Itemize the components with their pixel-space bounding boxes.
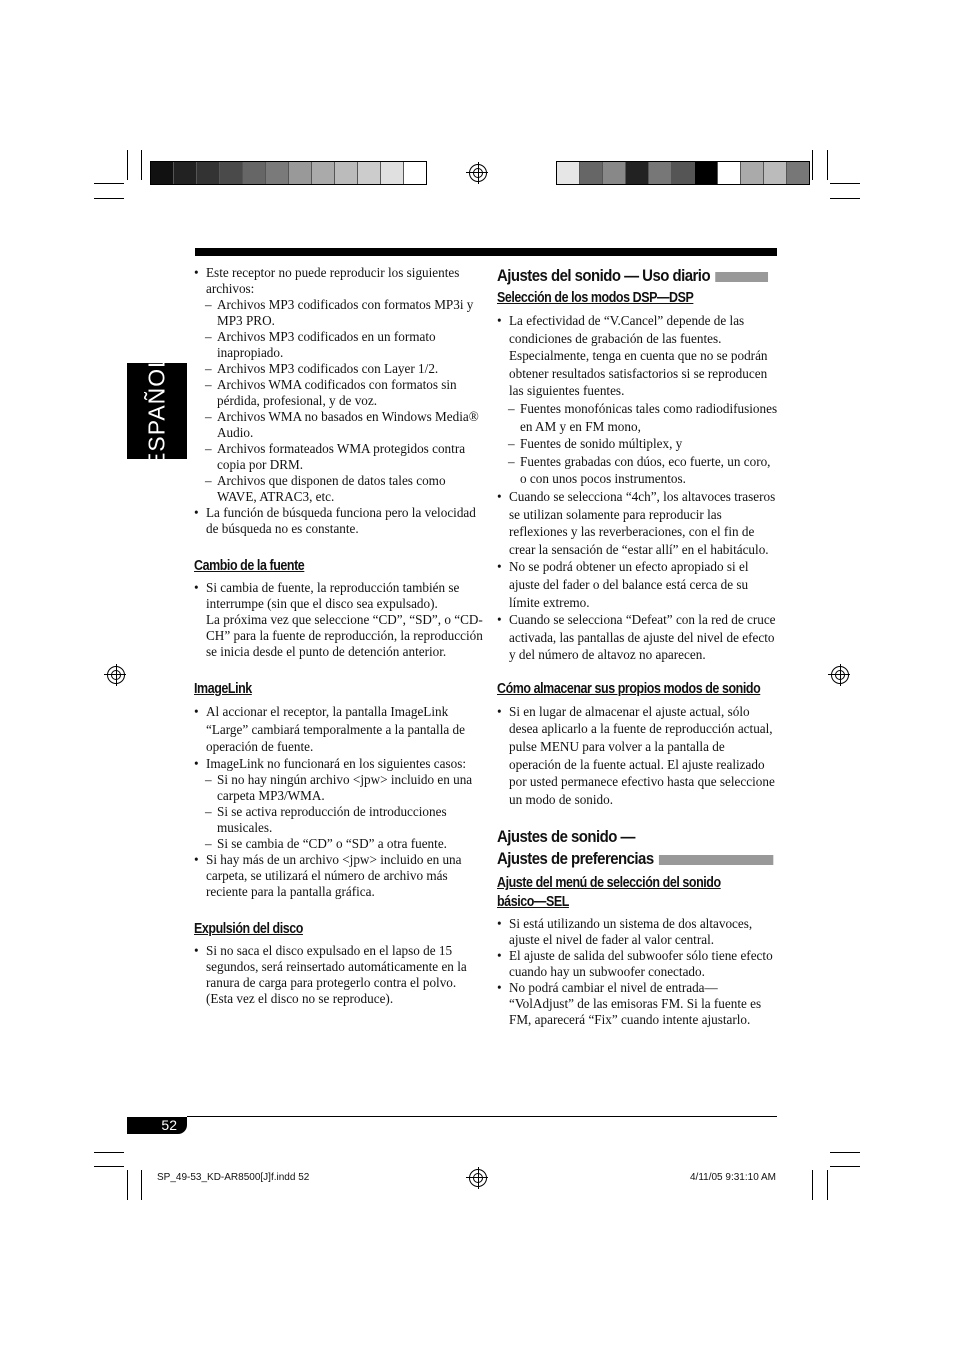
- crop-mark: [830, 198, 860, 199]
- crop-mark: [94, 1166, 124, 1167]
- heading-text: Ajustes del sonido — Uso diario: [497, 266, 711, 285]
- color-swatch: [649, 162, 672, 184]
- heading-bar: [659, 855, 773, 865]
- color-swatch: [289, 162, 312, 184]
- footer-date: 4/11/05 9:31:10 AM: [690, 1172, 776, 1183]
- color-swatch: [557, 162, 580, 184]
- intro-list: [194, 265, 484, 297]
- intro-dash-list: [194, 297, 484, 505]
- section-title-almacenar: Cómo almacenar sus propios modos de sonido: [497, 680, 761, 697]
- section-title-sel-1: Ajuste del menú de selección del sonido: [497, 875, 721, 892]
- crop-mark: [141, 150, 142, 180]
- crop-mark: [141, 1170, 142, 1200]
- list-item: • Cuando se selecciona “4ch”, los altavoces traseros se utilizan solamente para reproducir las reflexiones y las reverberaciones, con el fin de crear la sensación de “estar allí” en el habitáculo.: [497, 488, 779, 558]
- color-swatch: [764, 162, 787, 184]
- color-swatch: [312, 162, 335, 184]
- dash-list-item: – Si se cambia de “CD” o “SD” a otra fuente.: [194, 836, 484, 852]
- dash-list-item: – Fuentes de sonido múltiplex, y: [497, 435, 779, 453]
- list-item: • El ajuste de salida del subwoofer sólo tiene efecto cuando hay un subwoofer conectado.: [497, 948, 779, 980]
- expulsion-list: [194, 943, 484, 1007]
- crop-mark: [812, 150, 813, 180]
- color-swatch: [580, 162, 603, 184]
- dsp-list: [497, 312, 779, 400]
- registration-mark-icon: [831, 666, 849, 684]
- crop-mark: [827, 150, 828, 180]
- crop-mark: [94, 1152, 124, 1153]
- crop-mark: [830, 183, 860, 184]
- color-swatch: [787, 162, 809, 184]
- color-swatch: [741, 162, 764, 184]
- list-item: • La función de búsqueda funciona pero la velocidad de búsqueda no es constante.: [194, 505, 484, 537]
- crop-mark: [830, 1166, 860, 1167]
- color-swatch: [603, 162, 626, 184]
- color-swatch: [243, 162, 266, 184]
- color-swatch: [404, 162, 426, 184]
- color-swatch: [381, 162, 404, 184]
- list-item: • Si hay más de un archivo <jpw> incluido en una carpeta, se utilizará el número de archivo más reciente para la pantalla gráfica.: [194, 852, 484, 900]
- dsp-dash-list: [497, 400, 779, 488]
- imagelink-list: [194, 703, 484, 756]
- color-swatch: [695, 162, 718, 184]
- section-title-cambio: Cambio de la fuente: [194, 558, 305, 574]
- registration-mark-icon: [469, 164, 487, 182]
- list-item: • La efectividad de “V.Cancel” depende de las condiciones de grabación de las fuentes. Especialmente, tenga en cuenta que no se podrán obtener resultados satisfactorios si se reproducen las siguientes fuentes.: [497, 312, 779, 400]
- dash-list-item: – Fuentes monofónicas tales como radiodifusiones en AM y en FM mono,: [497, 400, 779, 435]
- registration-mark-line: [466, 1177, 488, 1178]
- crop-mark: [827, 1170, 828, 1200]
- color-swatch: [174, 162, 197, 184]
- dash-list-item: – Archivos WMA no basados en Windows Media® Audio.: [194, 409, 484, 441]
- color-swatch: [335, 162, 358, 184]
- list-item: • No se podrá obtener un efecto apropiado si el ajuste del fader o del balance está cerca de su límite extremo.: [497, 558, 779, 611]
- color-swatch: [358, 162, 381, 184]
- list-item: • Si cambia de fuente, la reproducción también se interrumpe (sin que el disco sea expulsado).: [194, 580, 484, 612]
- section-title-imagelink: ImageLink: [194, 681, 252, 697]
- cambio-list: [194, 580, 484, 660]
- color-bar-left: [150, 161, 427, 185]
- color-swatch: [266, 162, 289, 184]
- dash-list-item: – Archivos que disponen de datos tales como WAVE, ATRAC3, etc.: [194, 473, 484, 505]
- dash-list-item: – Archivos WMA codificados con formatos sin pérdida, profesional, y de voz.: [194, 377, 484, 409]
- crop-mark: [830, 1152, 860, 1153]
- imagelink-dash-list: [194, 772, 484, 852]
- list-item: • Si está utilizando un sistema de dos altavoces, ajuste el nivel de fader al valor central.: [497, 916, 779, 948]
- color-swatch: [197, 162, 220, 184]
- list-item: • ImageLink no funcionará en los siguientes casos:: [194, 756, 484, 772]
- sel-list: [497, 916, 779, 1028]
- language-tab: [127, 354, 187, 468]
- section-title-sel-2: básico—SEL: [497, 894, 569, 911]
- registration-mark-line: [104, 674, 126, 675]
- heading-ajustes-preferencias-1: Ajustes de sonido —: [497, 827, 635, 847]
- page-number: 52: [161, 1117, 177, 1133]
- crop-mark: [127, 150, 128, 180]
- registration-mark-icon: [107, 666, 125, 684]
- section-title-dsp: Selección de los modos DSP—DSP: [497, 290, 694, 306]
- dash-list-item: – Si se activa reproducción de introducciones musicales.: [194, 804, 484, 836]
- heading-bar: [715, 272, 768, 282]
- list-item: • Este receptor no puede reproducir los siguientes archivos:: [194, 265, 484, 297]
- dash-list-item: – Si no hay ningún archivo <jpw> incluido en una carpeta MP3/WMA.: [194, 772, 484, 804]
- heading-text: Ajustes de preferencias: [497, 849, 654, 869]
- footer-filename: SP_49-53_KD-AR8500[J]f.indd 52: [157, 1172, 310, 1183]
- dash-list-item: – Fuentes grabadas con dúos, eco fuerte, un coro, o con unos pocos instrumentos.: [497, 453, 779, 488]
- page-number-box: [127, 1117, 187, 1134]
- registration-mark-line: [828, 674, 850, 675]
- list-item: • Si no saca el disco expulsado en el lapso de 15 segundos, será reinsertado automáticamente en la ranura de carga para protegerlo contra el polvo. (Esta vez el disco no se reproduce).: [194, 943, 484, 1007]
- dash-list-item: – Archivos MP3 codificados con Layer 1/2.: [194, 361, 484, 377]
- almacenar-list: [497, 703, 779, 809]
- crop-mark: [94, 183, 124, 184]
- dsp-list-2: [497, 488, 779, 664]
- crop-mark: [127, 1170, 128, 1200]
- crop-mark: [94, 198, 124, 199]
- heading-ajustes-sonido: [497, 265, 745, 287]
- color-swatch: [220, 162, 243, 184]
- list-item-continuation: La próxima vez que seleccione “CD”, “SD”, o “CD-CH” para la fuente de reproducción, la reproducción se inicia desde el punto de detención anterior.: [206, 612, 483, 659]
- registration-mark-line: [466, 172, 488, 173]
- registration-mark-icon: [469, 1169, 487, 1187]
- left-column: [194, 265, 484, 1007]
- color-swatch: [672, 162, 695, 184]
- dash-list-item: – Archivos MP3 codificados en un formato inapropiado.: [194, 329, 484, 361]
- list-item: • Si en lugar de almacenar el ajuste actual, sólo desea aplicarlo a la fuente de reproducción actual, pulse MENU para volver a la pantalla de operación de la fuente actual. El ajuste realizado por usted permanece efectivo hasta que seleccione un modo de sonido.: [497, 703, 779, 809]
- color-swatch: [626, 162, 649, 184]
- dash-list-item: – Archivos formateados WMA protegidos contra copia por DRM.: [194, 441, 484, 473]
- color-swatch: [151, 162, 174, 184]
- dash-list-item: – Archivos MP3 codificados con formatos MP3i y MP3 PRO.: [194, 297, 484, 329]
- list-item: • Al accionar el receptor, la pantalla ImageLink “Large” cambiará temporalmente a la pantalla de operación de fuente.: [194, 703, 484, 756]
- language-tab-label: ESPAÑOL: [143, 354, 170, 468]
- footer-rule: [187, 1116, 777, 1117]
- list-item: • No podrá cambiar el nivel de entrada— “VolAdjust” de las emisoras FM. Si la fuente es FM, aparecerá “Fix” cuando intente ajustarlo.: [497, 980, 779, 1028]
- color-swatch: [718, 162, 741, 184]
- list-item: • Cuando se selecciona “Defeat” con la red de cruce activada, las pantallas de ajuste del nivel de efecto y del número de altavoz no aparecen.: [497, 611, 779, 664]
- imagelink-list-2: [194, 756, 484, 772]
- section-title-expulsion: Expulsión del disco: [194, 920, 303, 937]
- right-column: [497, 265, 779, 1028]
- heading-ajustes-preferencias-2: [497, 848, 745, 870]
- intro-list-2: [194, 505, 484, 537]
- imagelink-list-3: [194, 852, 484, 900]
- header-rule: [195, 248, 777, 256]
- crop-mark: [812, 1170, 813, 1200]
- color-bar-right: [556, 161, 810, 185]
